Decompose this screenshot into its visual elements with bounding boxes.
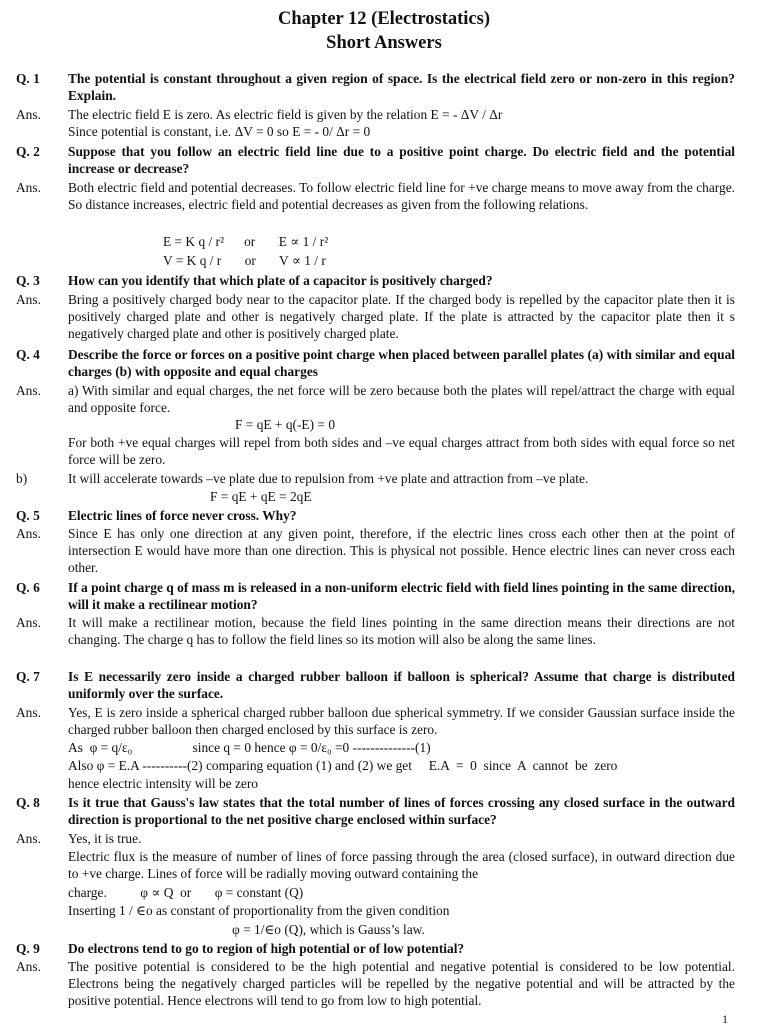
question-label: Q. 4: [16, 347, 40, 362]
equation: F = qE + qE = 2qE: [210, 489, 312, 504]
question-label: Q. 5: [16, 508, 40, 523]
answer-label: Ans.: [16, 383, 41, 398]
question-label: Q. 3: [16, 273, 40, 288]
answer-text: Since potential is constant, i.e. ΔV = 0 so E = - 0/ Δr = 0: [68, 124, 371, 139]
answer-label: Ans.: [16, 615, 41, 630]
question-text: Electric lines of force never cross. Why?: [68, 508, 297, 523]
equation: E = K q / r² or E ∝ 1 / r²: [163, 234, 329, 249]
answer-text: The positive potential is considered to be the high potential and negative potential is considered to be low potential. Electrons being the negatively charged particles will be repelled by the negative potential and will be attracted by the positive potential. Hence electrons will tend to go from low to high potential.: [68, 959, 735, 1008]
question-label: Q. 8: [16, 795, 40, 810]
answer-text: Both electric field and potential decreases. To follow electric field line for +ve charge means to move away from the charge. So distance increases, electric field and potential decreases as given from the following relations.: [68, 180, 735, 212]
answer-label: Ans.: [16, 292, 41, 307]
equation: charge. φ ∝ Q or φ = constant (Q): [68, 885, 304, 900]
question-text: Is it true that Gauss's law states that the total number of lines of forces crossing any closed surface in the outward direction is proportional to the net positive charge enclosed within surface?: [68, 795, 735, 827]
question-text: The potential is constant throughout a given region of space. Is the electrical field zero or non-zero in this region? Explain.: [68, 71, 735, 103]
question-text: How can you identify that which plate of a capacitor is positively charged?: [68, 273, 493, 288]
answer-text: Yes, it is true.: [68, 831, 142, 846]
section-subtitle: Short Answers: [326, 33, 442, 53]
question-label: Q. 6: [16, 580, 40, 595]
answer-text: Yes, E is zero inside a spherical charged rubber balloon due spherical symmetry. If we consider Gaussian surface inside the charged rubber balloon then charged enclosed by this surface is zero.: [68, 705, 735, 737]
question-text: Do electrons tend to go to region of high potential or of low potential?: [68, 941, 465, 956]
answer-label: Ans.: [16, 180, 41, 195]
answer-text: For both +ve equal charges will repel from both sides and –ve equal charges attract from both sides with equal force so net force will be zero.: [68, 435, 735, 467]
chapter-title: Chapter 12 (Electrostatics): [277, 9, 491, 29]
question-text: Describe the force or forces on a positive point charge when placed between parallel plates (a) with similar and equal charges (b) with opposite and equal charges: [68, 347, 735, 379]
question-label: Q. 9: [16, 941, 40, 956]
answer-text: a) With similar and equal charges, the net force will be zero because both the plates will repel/attract the charge with equal and opposite force.: [68, 383, 735, 415]
answer-text: Electric flux is the measure of number of lines of force passing through the area (closed surface), in outward direction due to +ve charge. Lines of force will be radially moving outward containing the: [68, 849, 735, 881]
question-label: Q. 1: [16, 71, 40, 86]
equation: φ = 1/∈o (Q), which is Gauss’s law.: [232, 922, 425, 937]
question-text: Suppose that you follow an electric field line due to a positive point charge. Do electric field and the potential increase or decrease?: [68, 144, 735, 176]
answer-text: Bring a positively charged body near to the capacitor plate. If the charged body is repelled by the capacitor plate then it is positively charged plate and other is negatively charged plate. If the plate is attracted by the capacitor plate then it s negatively charged plate and other is positively charged plate.: [68, 292, 735, 341]
answer-text: hence electric intensity will be zero: [68, 776, 258, 791]
answer-text: It will accelerate towards –ve plate due to repulsion from +ve plate and attraction from –ve plate.: [68, 471, 589, 486]
answer-label: Ans.: [16, 705, 41, 720]
answer-label: b): [16, 471, 28, 486]
equation: Also φ = E.A ----------(2) comparing equation (1) and (2) we get E.A = 0 since A cannot be zero: [68, 758, 618, 773]
question-label: Q. 7: [16, 669, 40, 684]
equation: As φ = q/ε₀ since q = 0 hence φ = 0/ε₀ =0 --------------(1): [68, 740, 431, 755]
answer-label: Ans.: [16, 526, 41, 541]
equation: F = qE + q(-E) = 0: [235, 417, 336, 432]
answer-text: It will make a rectilinear motion, because the field lines pointing in the same direction means their directions are not changing. The charge q has to follow the field lines so its motion will also be along the same lines.: [68, 615, 735, 647]
answer-label: Ans.: [16, 959, 41, 974]
page-number: 1: [722, 1012, 728, 1026]
answer-label: Ans.: [16, 107, 41, 122]
answer-text: Since E has only one direction at any given point, therefore, if the electric lines cross each other then at the point of intersection E would have more than one direction. This is physical not possible. Hence electric lines can never cross each other.: [68, 526, 735, 575]
answer-text: The electric field E is zero. As electric field is given by the relation E = - ΔV / Δr: [68, 107, 503, 122]
question-text: Is E necessarily zero inside a charged rubber balloon if balloon is spherical? Assume that charge is distributed uniformly over the surface.: [68, 669, 735, 701]
equation: V = K q / r or V ∝ 1 / r: [163, 253, 326, 268]
answer-text: Inserting 1 / ∈o as constant of proportionality from the given condition: [68, 903, 450, 918]
answer-label: Ans.: [16, 831, 41, 846]
question-text: If a point charge q of mass m is released in a non-uniform electric field with field lines pointing in the same direction, will it make a rectilinear motion?: [68, 580, 735, 612]
question-label: Q. 2: [16, 144, 40, 159]
